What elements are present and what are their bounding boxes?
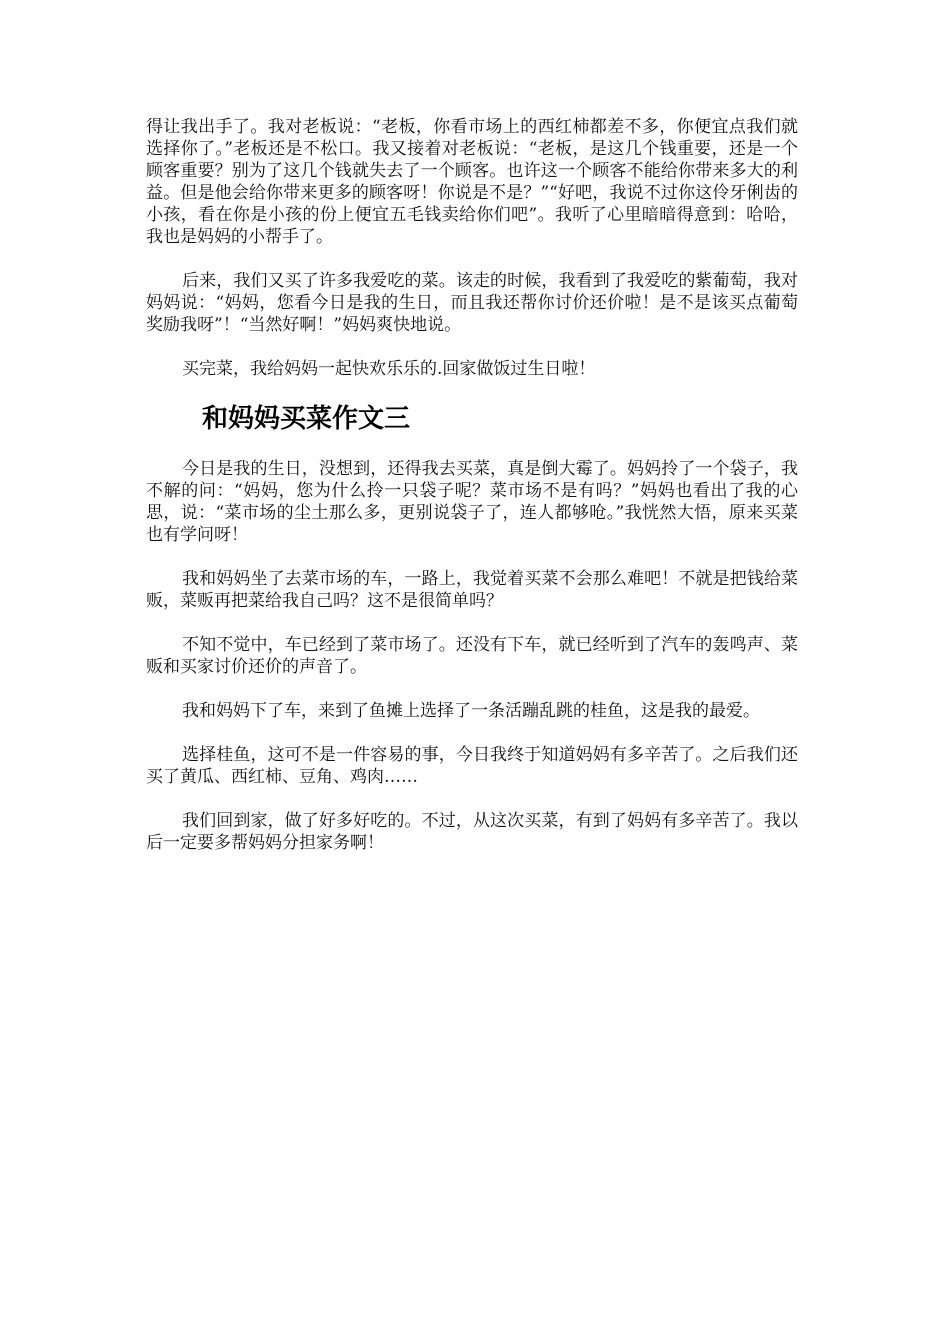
paragraph-grapes: 后来，我们又买了许多我爱吃的菜。该走的时候，我看到了我爱吃的紫葡萄，我对妈妈说：“妈妈，您看今日是我的生日，而且我还帮你讨价还价啦！是不是该买点葡萄奖励我呀”！“当然好啊！”妈妈爽快地说。 bbox=[146, 271, 798, 335]
paragraph-going-home: 买完菜，我给妈妈一起快欢乐乐的.回家做饭过生日啦！ bbox=[182, 359, 596, 379]
paragraph-arrival: 不知不觉中，车已经到了菜市场了。还没有下车，就已经听到了汽车的轰鸣声、菜贩和买家讨价还价的声音了。 bbox=[146, 635, 798, 677]
document-body bbox=[146, 116, 798, 876]
paragraph-bargaining: 得让我出手了。我对老板说：“老板，你看市场上的西红柿都差不多，你便宜点我们就选择你了。”老板还是不松口。我又接着对老板说：“老板，是这几个钱重要，还是一个顾客重要？别为了这几个钱就失去了一个顾客。也许这一个顾客不能给你带来多大的利益。但是他会给你带来更多的顾客呀！你说是不是？”“好吧，我说不过你这伶牙俐齿的小孩，看在你是小孩的份上便宜五毛钱卖给你们吧”。我听了心里暗暗得意到：哈哈，我也是妈妈的小帮手了。 bbox=[146, 117, 798, 247]
paragraph-bus-ride: 我和妈妈坐了去菜市场的车，一路上，我觉着买菜不会那么难吧！不就是把钱给菜贩，菜贩再把菜给我自己吗？这不是很简单吗？ bbox=[146, 569, 798, 611]
essay-title: 和妈妈买菜作文三 bbox=[202, 404, 411, 434]
paragraph-choosing-fish: 选择桂鱼，这可不是一件容易的事，今日我终于知道妈妈有多辛苦了。之后我们还买了黄瓜、西红柿、豆角、鸡肉…… bbox=[146, 745, 798, 787]
paragraph-birthday: 今日是我的生日，没想到，还得我去买菜，真是倒大霉了。妈妈拎了一个袋子，我不解的问：“妈妈，您为什么拎一只袋子呢？菜市场不是有吗？”妈妈也看出了我的心思，说：“菜市场的尘土那么多，更别说袋子了，连人都够呛。”我恍然大悟，原来买菜也有学问呀！ bbox=[146, 459, 798, 545]
paragraph-conclusion: 我们回到家，做了好多好吃的。不过，从这次买菜，有到了妈妈有多辛苦了。我以后一定要多帮妈妈分担家务啊！ bbox=[146, 811, 798, 853]
paragraph-fish-stall: 我和妈妈下了车，来到了鱼摊上选择了一条活蹦乱跳的桂鱼，这是我的最爱。 bbox=[182, 701, 760, 721]
